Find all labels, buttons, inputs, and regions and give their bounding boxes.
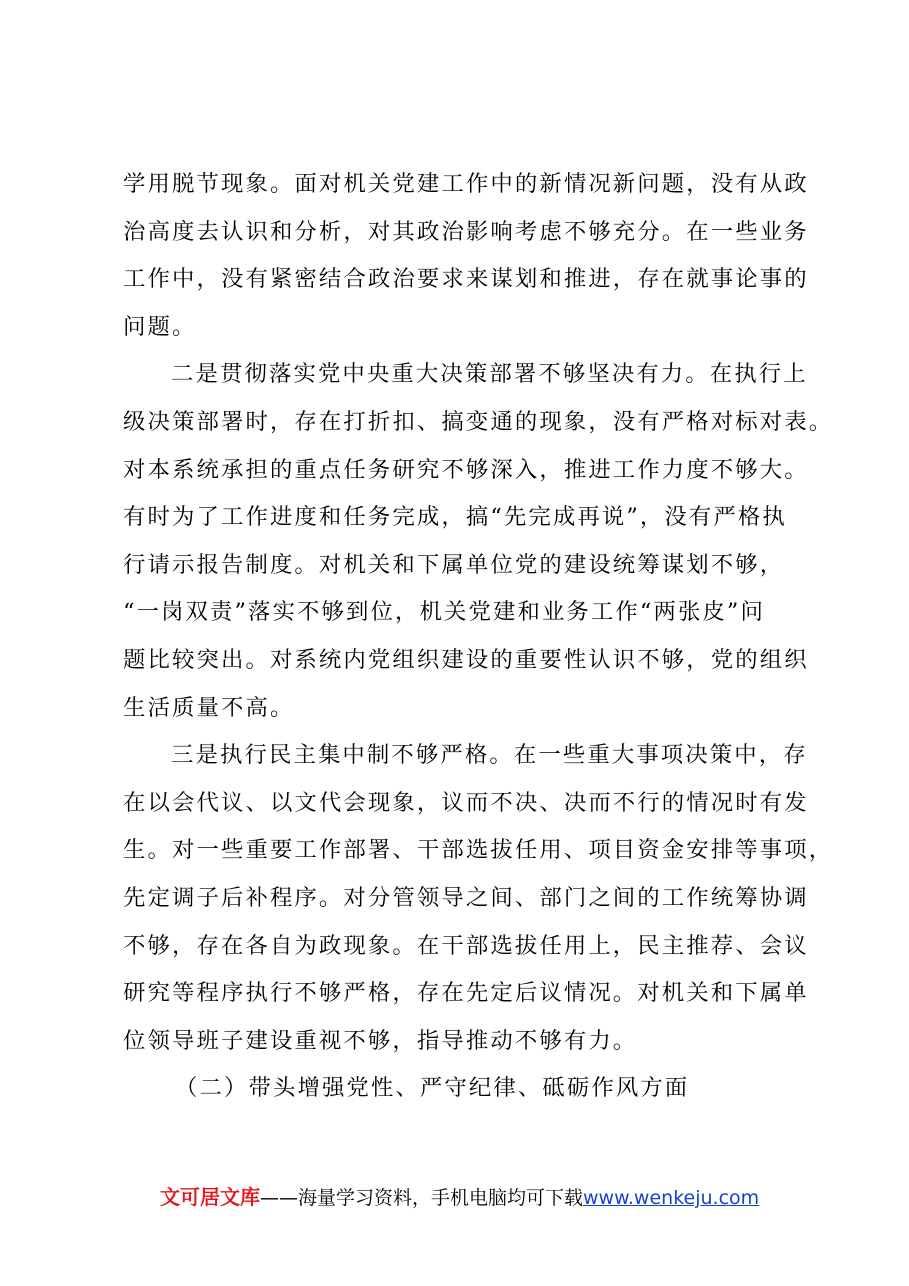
text-line: 治高度去认识和分析，对其政治影响考虑不够充分。在一些业务 (123, 218, 809, 245)
text-line: 行请示报告制度。对机关和下属单位党的建设统筹谋划不够， (123, 551, 785, 578)
text-line: 生。对一些重要工作部署、干部选拔任用、项目资金安排等事项， (123, 837, 834, 864)
text-line: 题比较突出。对系统内党组织建设的重要性认识不够，党的组织 (123, 646, 809, 673)
text-line: 工作中，没有紧密结合政治要求来谋划和推进，存在就事论事的 (123, 266, 809, 293)
text-line: 在以会代议、以文代会现象，议而不决、决而不行的情况时有发 (123, 789, 809, 816)
text-line: 先定调子后补程序。对分管领导之间、部门之间的工作统筹协调 (123, 884, 809, 911)
text-line: 对本系统承担的重点任务研究不够深入，推进工作力度不够大。 (123, 456, 809, 483)
section-heading (123, 1065, 789, 1113)
paragraph-1 (123, 161, 809, 351)
text-line: 问题。 (123, 313, 197, 340)
section-heading-text: （二）带头增强党性、严守纪律、砥砺作风方面 (175, 1075, 690, 1102)
footer-watermark (160, 1182, 800, 1212)
text-line: 研究等程序执行不够严格，存在先定后议情况。对机关和下属单 (123, 980, 809, 1007)
text-line: 位领导班子建设重视不够，指导推动不够有力。 (123, 1027, 638, 1054)
text-line: 二是贯彻落实党中央重大决策部署不够坚决有力。在执行上 (171, 361, 808, 388)
text-line: 级决策部署时，存在打折扣、搞变通的现象，没有严格对标对表。 (123, 408, 834, 435)
text-line: 不够，存在各自为政现象。在干部选拔任用上，民主推荐、会议 (123, 932, 809, 959)
paragraph-3 (123, 732, 834, 1065)
footer-link[interactable]: www.wenkeju.com (583, 1187, 760, 1209)
text-line: 学用脱节现象。面对机关党建工作中的新情况新问题，没有从政 (123, 171, 809, 197)
text-line: 有时为了工作进度和任务完成，搞“先完成再说”，没有严格执 (123, 504, 787, 531)
text-line: 三是执行民主集中制不够严格。在一些重大事项决策中，存 (171, 742, 808, 769)
text-line: “一岗双责”落实不够到位，机关党建和业务工作“两张皮”问 (123, 599, 765, 626)
paragraph-2 (123, 351, 834, 732)
text-line: 生活质量不高。 (123, 694, 295, 721)
footer-brand: 文可居文库 (160, 1185, 260, 1209)
footer-tagline: ——海量学习资料，手机电脑均可下载 (260, 1187, 584, 1209)
document-body (123, 161, 834, 1113)
